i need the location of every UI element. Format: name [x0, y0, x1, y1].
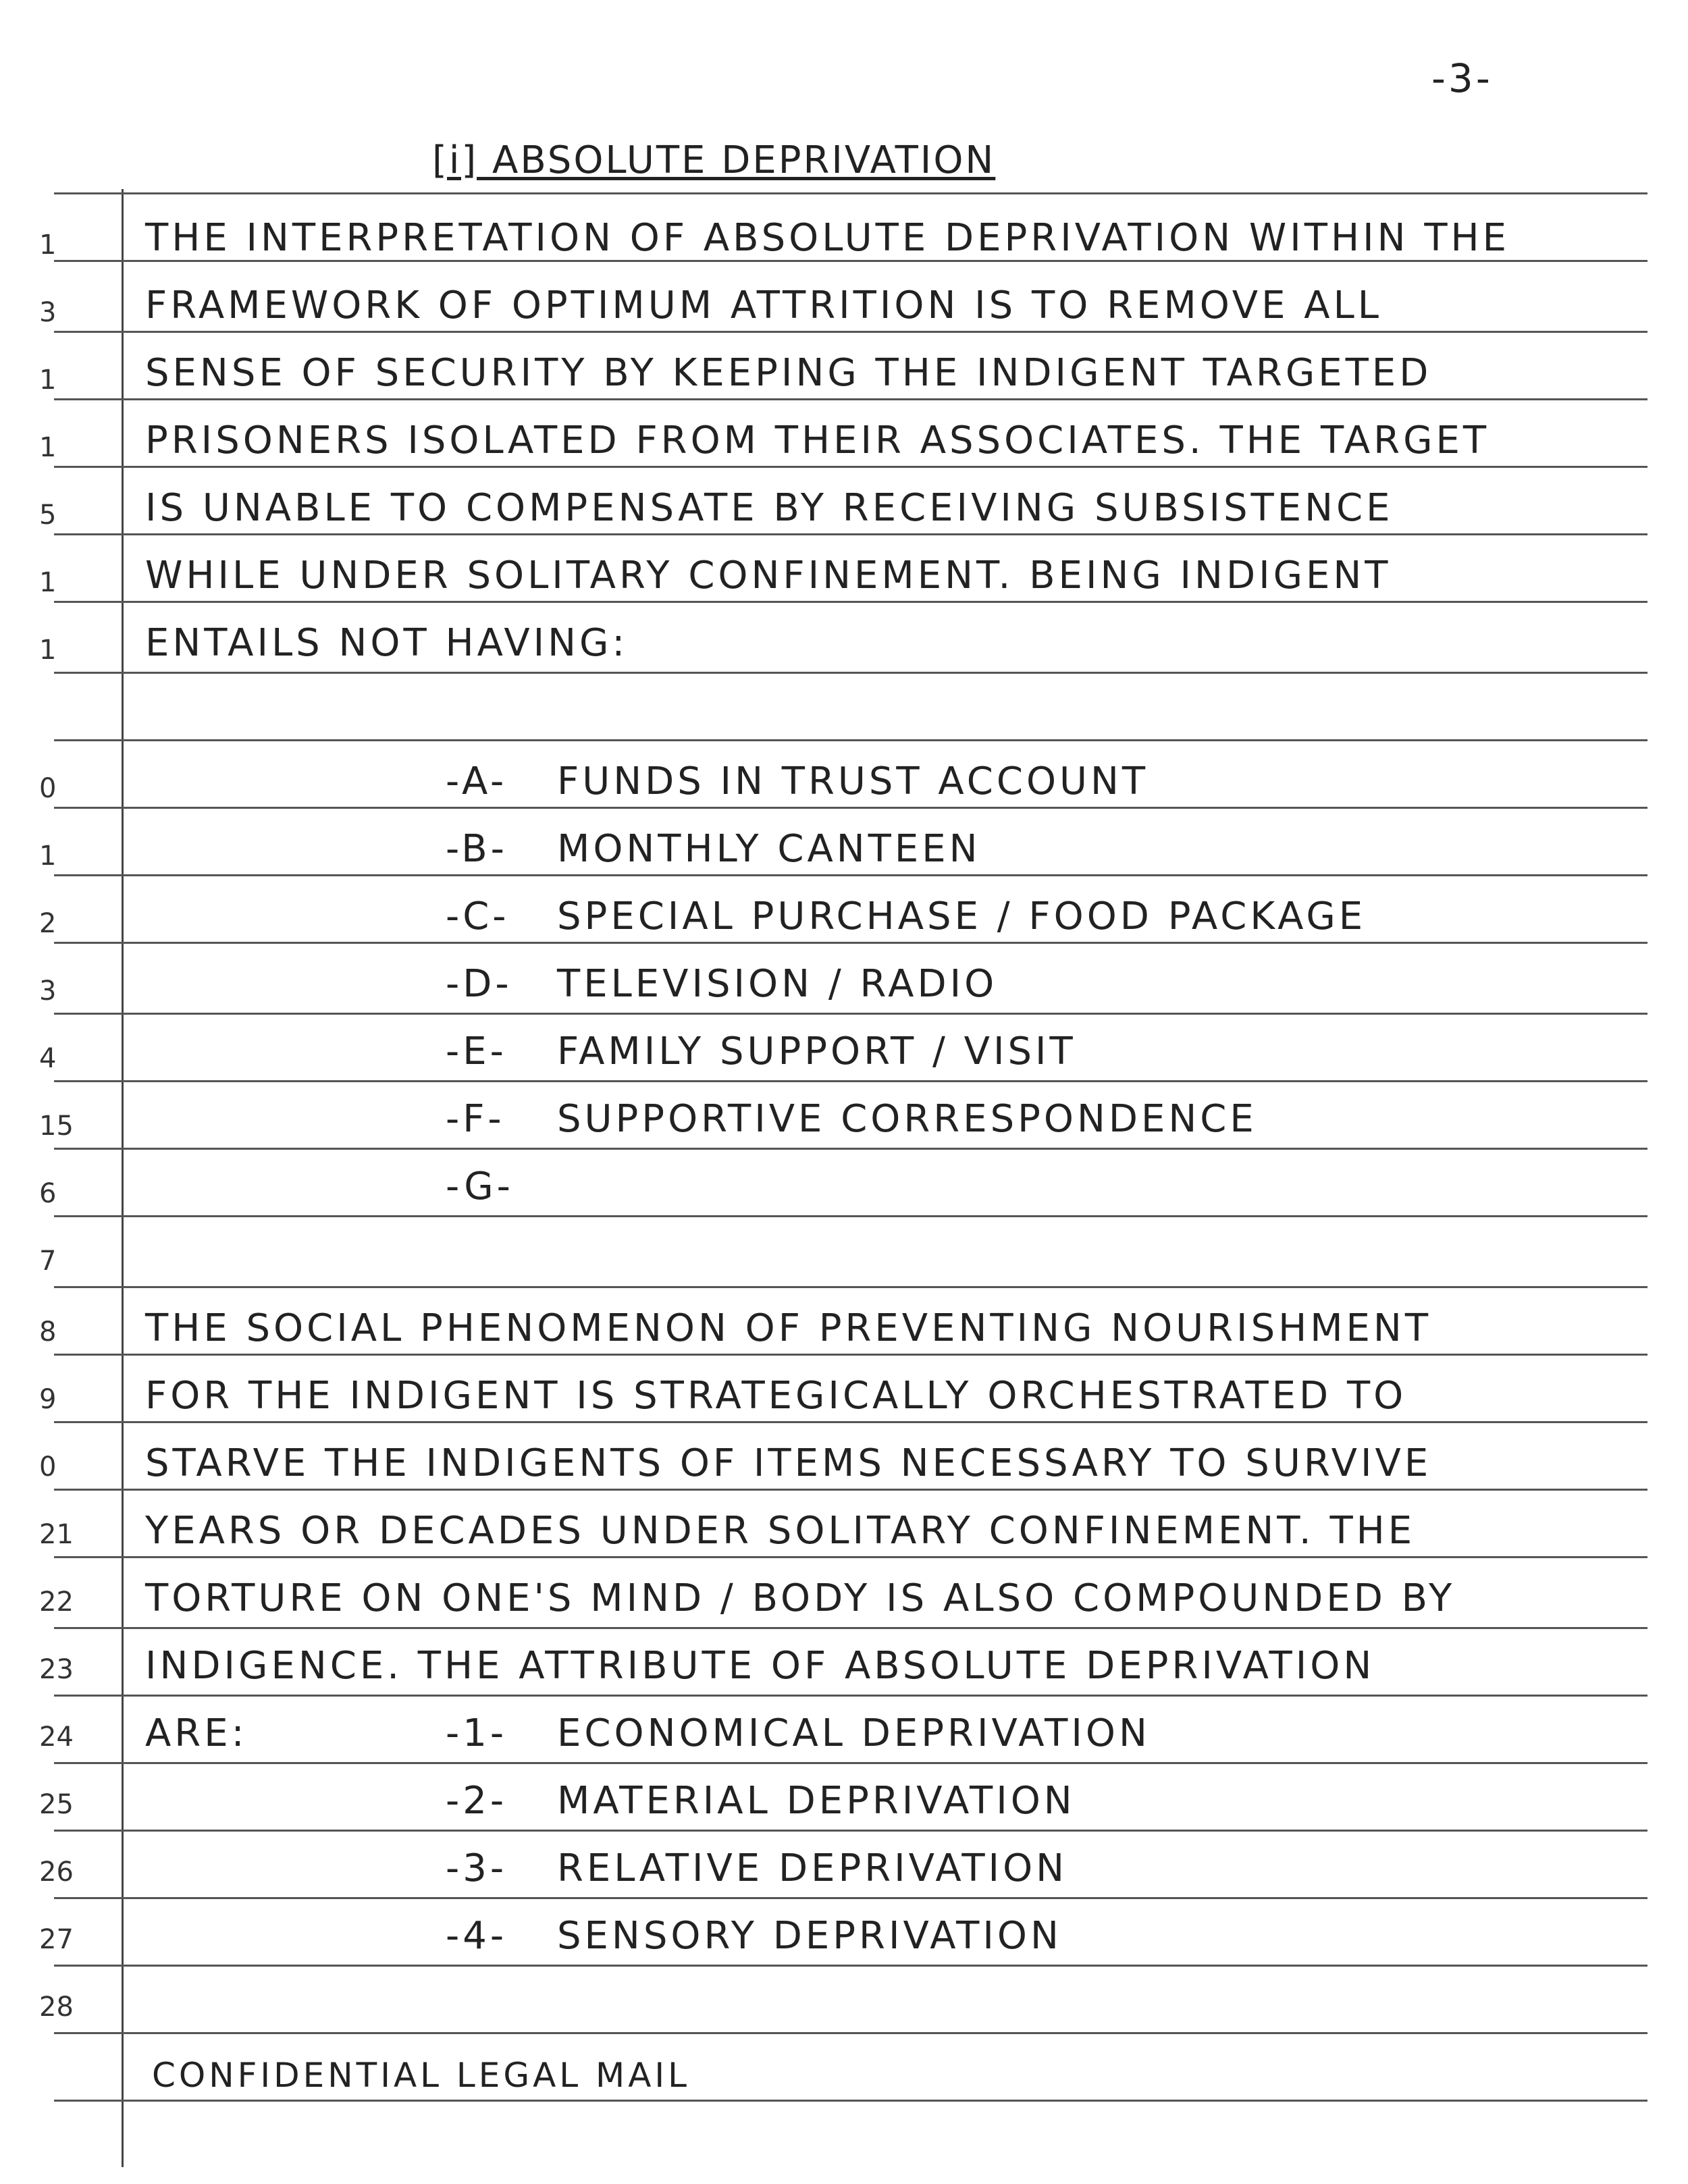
line-number: 8	[39, 1316, 57, 1348]
line-number: 1	[39, 841, 57, 872]
list-item	[446, 1097, 1257, 1141]
ruled-line	[54, 1627, 1647, 1629]
ruled-line	[54, 1215, 1647, 1217]
line-number: 0	[39, 773, 57, 804]
ruled-line	[54, 2032, 1647, 2034]
list-text: FAMILY SUPPORT / VISIT	[557, 1030, 1076, 1073]
line-number: 3	[39, 976, 57, 1007]
text-line: TORTURE ON ONE'S MIND / BODY IS ALSO COMPOUNDED BY	[145, 1576, 1456, 1620]
line-number: 23	[39, 1654, 74, 1685]
section-heading: [i] ABSOLUTE DEPRIVATION	[432, 138, 996, 182]
ruled-line	[54, 331, 1647, 333]
list-item	[446, 827, 981, 871]
list-marker: -E-	[446, 1030, 507, 1073]
ruled-line	[54, 739, 1647, 741]
list-text: SUPPORTIVE CORRESPONDENCE	[557, 1097, 1257, 1141]
ruled-line	[54, 1897, 1647, 1899]
ruled-line	[54, 1080, 1647, 1082]
ruled-line	[54, 2100, 1647, 2102]
ruled-line	[54, 1489, 1647, 1491]
text-line: INDIGENCE. THE ATTRIBUTE OF ABSOLUTE DEPRIVATION	[145, 1644, 1375, 1688]
ruled-line	[54, 601, 1647, 603]
line-number: 15	[39, 1111, 74, 1142]
list-marker: -C-	[446, 895, 510, 938]
ruled-line	[54, 1354, 1647, 1356]
list-marker: -F-	[446, 1097, 505, 1141]
ruled-line	[54, 1965, 1647, 1967]
line-number: 9	[39, 1384, 57, 1415]
list-text: SENSORY DEPRIVATION	[557, 1914, 1062, 1958]
margin-rule	[122, 189, 124, 2167]
footer-confidential: CONFIDENTIAL LEGAL MAIL	[152, 2056, 691, 2095]
ruled-line	[54, 1556, 1647, 1558]
text-line: FOR THE INDIGENT IS STRATEGICALLY ORCHESTRATED TO	[145, 1374, 1407, 1418]
ruled-line	[54, 1695, 1647, 1697]
ruled-line	[54, 398, 1647, 400]
list-marker: -B-	[446, 827, 508, 871]
list-2-lead: ARE:	[145, 1711, 248, 1755]
list-item	[446, 895, 1366, 938]
ruled-line	[54, 533, 1647, 535]
list-text: MATERIAL DEPRIVATION	[557, 1779, 1076, 1823]
ruled-line	[54, 192, 1647, 194]
line-number: 5	[39, 500, 57, 531]
ruled-line	[54, 1762, 1647, 1764]
line-number: 21	[39, 1519, 74, 1550]
line-number: 1	[39, 635, 57, 666]
line-number: 6	[39, 1178, 57, 1209]
list-item	[446, 962, 997, 1006]
text-line: THE INTERPRETATION OF ABSOLUTE DEPRIVATION WITHIN THE	[145, 216, 1510, 260]
line-number: 1	[39, 567, 57, 598]
text-line: WHILE UNDER SOLITARY CONFINEMENT. BEING INDIGENT	[145, 554, 1392, 597]
list-marker: -3-	[446, 1846, 508, 1890]
line-number: 3	[39, 297, 57, 328]
ruled-line	[54, 1830, 1647, 1832]
line-number: 26	[39, 1857, 74, 1888]
line-number: 0	[39, 1451, 57, 1483]
line-number: 1	[39, 230, 57, 261]
list-marker: -1-	[446, 1711, 508, 1755]
text-line: IS UNABLE TO COMPENSATE BY RECEIVING SUBSISTENCE	[145, 486, 1394, 530]
text-line: SENSE OF SECURITY BY KEEPING THE INDIGENT TARGETED	[145, 351, 1432, 395]
list-item	[446, 760, 1149, 803]
line-number: 24	[39, 1722, 74, 1753]
page-number: -3-	[1431, 55, 1493, 101]
list-marker: -G-	[446, 1165, 514, 1208]
list-text: SPECIAL PURCHASE / FOOD PACKAGE	[557, 895, 1367, 938]
list-marker: -A-	[446, 760, 508, 803]
line-number: 4	[39, 1043, 57, 1074]
list-text: ECONOMICAL DEPRIVATION	[557, 1711, 1151, 1755]
list-marker: -D-	[446, 962, 512, 1006]
line-number: 7	[39, 1246, 57, 1277]
line-number: 27	[39, 1924, 74, 1955]
text-line: YEARS OR DECADES UNDER SOLITARY CONFINEMENT. THE	[145, 1509, 1416, 1553]
list-item	[446, 1846, 1067, 1890]
text-line: FRAMEWORK OF OPTIMUM ATTRITION IS TO REMOVE ALL	[145, 284, 1382, 327]
line-number: 22	[39, 1587, 74, 1618]
list-marker: -2-	[446, 1779, 508, 1823]
list-text: FUNDS IN TRUST ACCOUNT	[557, 760, 1149, 803]
ruled-line	[54, 807, 1647, 809]
list-item	[446, 1030, 1076, 1073]
list-text: RELATIVE DEPRIVATION	[557, 1846, 1068, 1890]
line-number: 28	[39, 1992, 74, 2023]
list-item	[446, 1914, 1062, 1958]
text-line: THE SOCIAL PHENOMENON OF PREVENTING NOURISHMENT	[145, 1306, 1432, 1350]
line-number: 1	[39, 432, 57, 463]
line-number: 1	[39, 365, 57, 396]
text-line: ENTAILS NOT HAVING:	[145, 621, 629, 665]
ruled-line	[54, 1013, 1647, 1015]
list-marker: -4-	[446, 1914, 508, 1958]
list-text: MONTHLY CANTEEN	[557, 827, 981, 871]
line-number: 2	[39, 908, 57, 939]
ruled-line	[54, 942, 1647, 944]
list-item	[446, 1165, 557, 1208]
list-text: TELEVISION / RADIO	[557, 962, 998, 1006]
list-item	[446, 1711, 1151, 1755]
list-item	[446, 1779, 1076, 1823]
line-number: 25	[39, 1789, 74, 1820]
ruled-line	[54, 260, 1647, 262]
ruled-line	[54, 672, 1647, 674]
text-line: STARVE THE INDIGENTS OF ITEMS NECESSARY TO SURVIVE	[145, 1441, 1432, 1485]
ruled-line	[54, 1421, 1647, 1423]
text-line: PRISONERS ISOLATED FROM THEIR ASSOCIATES. THE TARGET	[145, 419, 1490, 462]
ruled-line	[54, 466, 1647, 468]
ruled-line	[54, 874, 1647, 876]
ruled-line	[54, 1148, 1647, 1150]
ruled-line	[54, 1286, 1647, 1288]
